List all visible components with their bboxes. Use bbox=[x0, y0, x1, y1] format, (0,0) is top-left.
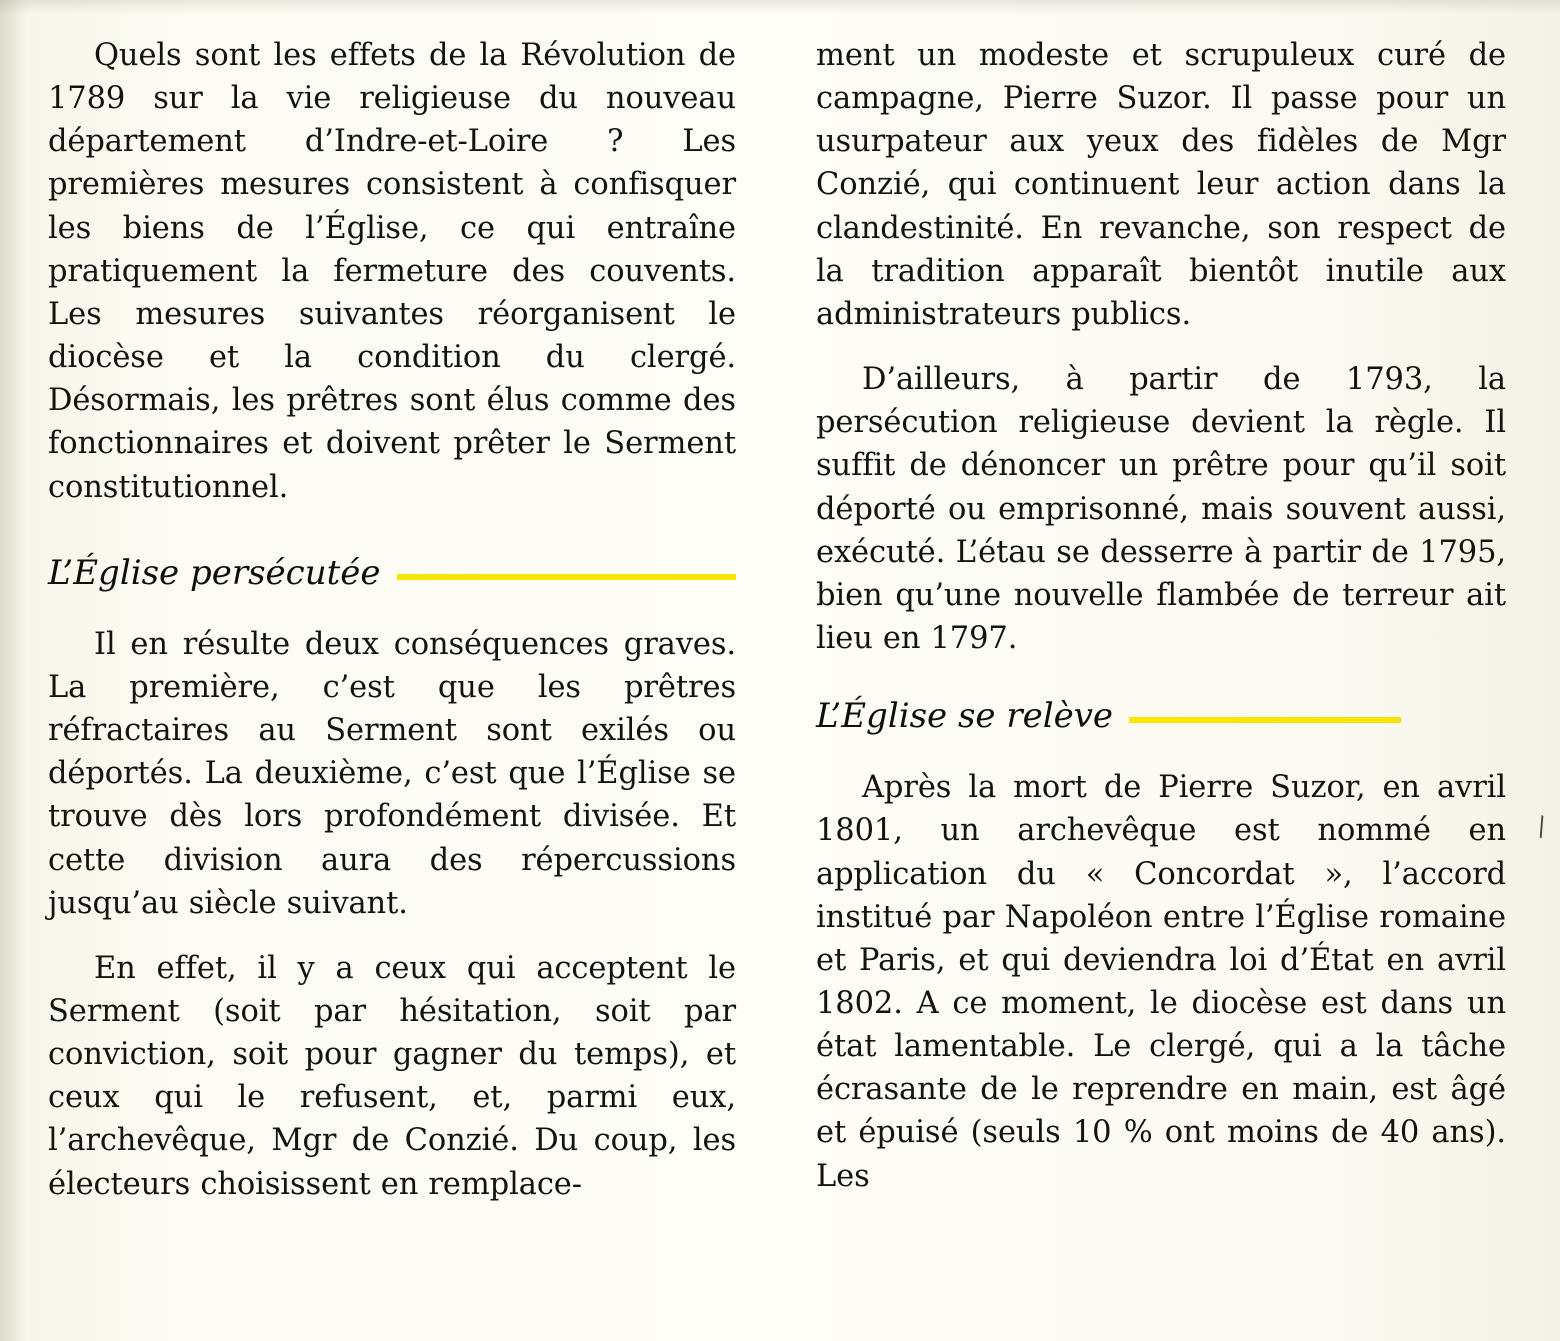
left-column bbox=[46, 34, 736, 1341]
paragraph: Quels sont les effets de la Révolution de 1789 sur la vie religieuse du nouveau département d’Indre-et-Loire ? Les premières mesures consistent à confisquer les biens de l’Église, ce qui entraîne pratiquement la fermeture des couvents. Les mesures suivantes réorganisent le diocèse et la condition du clergé. Désormais, les prêtres sont élus comme des fonctionnaires et doivent prêter le Serment constitutionnel. bbox=[48, 38, 736, 505]
heading-rule bbox=[1129, 717, 1401, 723]
paragraph: D’ailleurs, à partir de 1793, la persécution religieuse devient la règle. Il suffit de dénoncer un prêtre pour qu’il soit déporté ou emprisonné, mais souvent aussi, exécuté. L’étau se desserre à partir de 1795, bien qu’une nouvelle flambée de terreur ait lieu en 1797. bbox=[816, 362, 1506, 657]
paragraph: Après la mort de Pierre Suzor, en avril 1801, un archevêque est nommé en application du « Concordat », l’accord institué par Napoléon entre l’Église romaine et Paris, et qui deviendra loi d’État en avril 1802. A ce moment, le diocèse est dans un état lamentable. Le clergé, qui a la tâche écrasante de le reprendre en main, est âgé et épuisé (seuls 10 % ont moins de 40 ans). Les bbox=[816, 770, 1506, 1194]
right-column bbox=[816, 34, 1506, 1341]
section-heading-eglise-persecutee bbox=[48, 553, 736, 593]
paragraph: ment un modeste et scrupuleux curé de campagne, Pierre Suzor. Il passe pour un usurpateur aux yeux des fidèles de Mgr Conzié, qui continuent leur action dans la clandestinité. En revanche, son respect de la tradition apparaît bientôt inutile aux administrateurs publics. bbox=[816, 38, 1506, 332]
section-title: L’Église persécutée bbox=[48, 552, 381, 593]
paragraph: En effet, il y a ceux qui acceptent le Serment (soit par hésitation, soit par conviction, soit pour gagner du temps), et ceux qui le refusent, et, parmi eux, l’archevêque, Mgr de Conzié. Du coup, les électeurs choisissent en remplace- bbox=[48, 950, 736, 1202]
scan-artifact-mark: \ bbox=[1531, 811, 1552, 843]
section-title: L’Église se relève bbox=[816, 696, 1114, 737]
section-heading-eglise-se-releve bbox=[816, 696, 1506, 736]
paragraph: Il en résulte deux conséquences graves. La première, c’est que les prêtres réfractaires au Serment sont exilés ou déportés. La deuxième, c’est que l’Église se trouve dès lors profondément divisée. Et cette division aura des répercussions jusqu’au siècle suivant. bbox=[48, 626, 736, 921]
heading-rule bbox=[397, 574, 737, 580]
